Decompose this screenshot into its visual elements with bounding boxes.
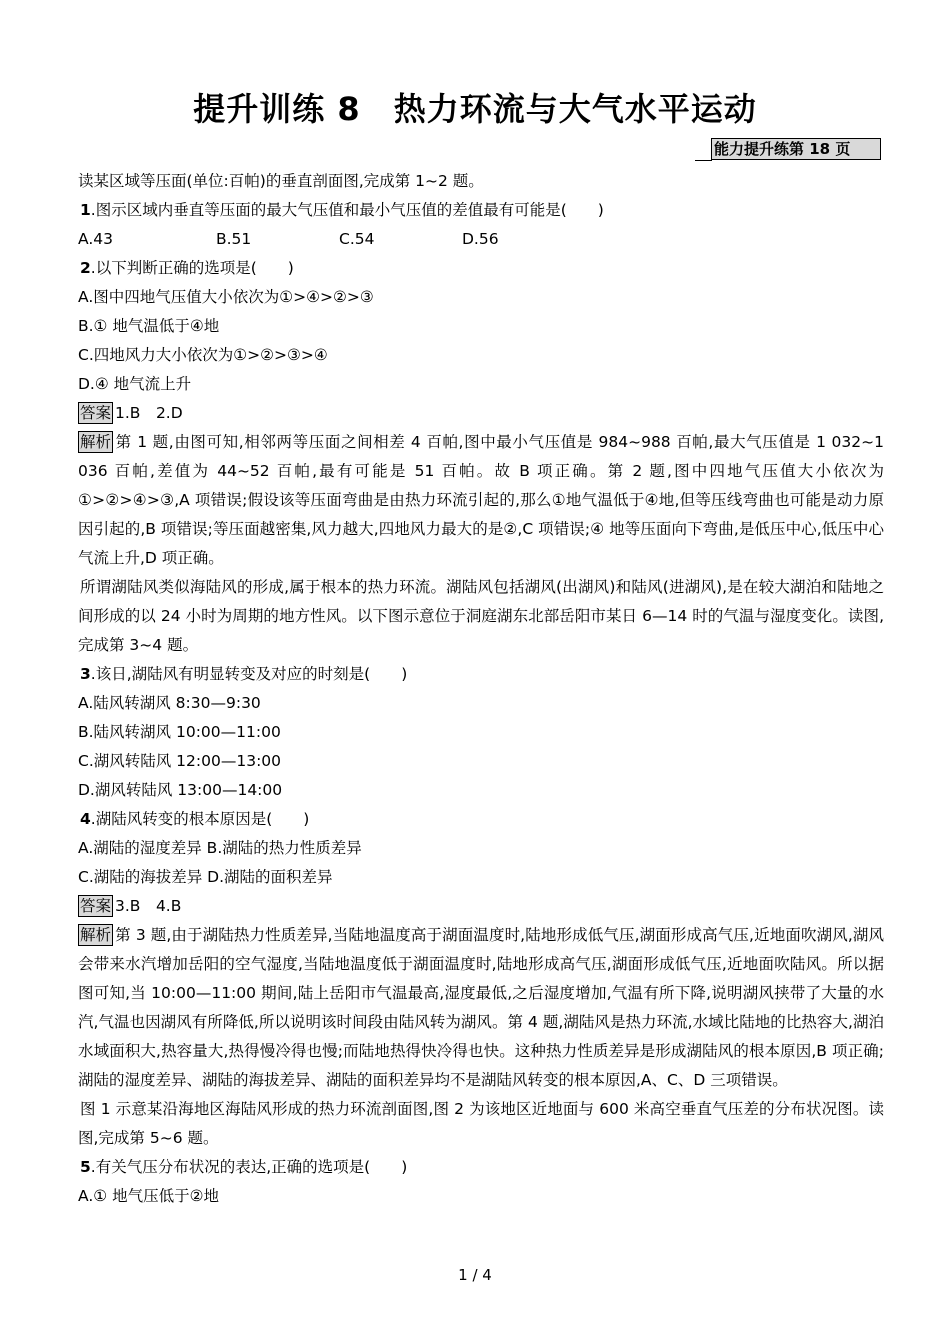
question-stem: .湖陆风转变的根本原因是( ) [90,810,310,828]
question-stem: .有关气压分布状况的表达,正确的选项是( ) [90,1158,408,1176]
question-stem: .该日,湖陆风有明显转变及对应的时刻是( ) [90,665,408,683]
option-a: A.① 地气压低于②地 [78,1187,219,1205]
question-3 [78,660,884,689]
option-d: D.④ 地气流上升 [78,375,192,393]
explanation-label: 解析 [80,433,112,451]
question-number: 4 [80,810,91,828]
page-box-rule [695,160,712,161]
answer-text: 1.B 2.D [115,404,183,422]
option-b: B.51 [216,230,252,248]
explanation-text: 第 1 题,由图可知,相邻两等压面之间相差 4 百帕,图中最小气压值是 984~988 百帕,最大气压值是 1 032~1 036 百帕,差值为 44~52 百帕,最有可能是 51 百帕。故 B 项正确。第 2 题,图中四地气压值大小依次为①>②>④>③,A 项错误;假设该等压面弯曲是由热力环流引起的,那么①地气温低于④地,但等压线弯曲也可能是动力原因引起的,B 项错误;等压面越密集,风力越大,四地风力最大的是②,C 项错误;④ 地等压面向下弯曲,是低压中心,低压中心气流上升,D 项正确。 [78,433,884,567]
answer-3-4 [78,892,884,921]
option-a: A.43 [78,230,113,248]
option-a: A.图中四地气压值大小依次为①>④>②>③ [78,288,374,306]
option-c: C.湖风转陆风 12:00—13:00 [78,752,282,770]
options-row-1: A.湖陆的湿度差异 B.湖陆的热力性质差异 [78,839,362,857]
page-reference-box: 能力提升练第 18 页 [711,138,881,160]
question-stem: .图示区域内垂直等压面的最大气压值和最小气压值的差值最有可能是( ) [90,201,604,219]
answer-1-2 [78,399,884,428]
question-number: 3 [80,665,91,683]
question-4 [78,805,884,834]
question-stem: .以下判断正确的选项是( ) [90,259,294,277]
option-d: D.湖风转陆风 13:00—14:00 [78,781,283,799]
explanation-3-4 [78,921,884,1095]
question-1 [78,196,884,225]
document-body [78,167,884,1211]
intro-paragraph-1: 读某区域等压面(单位:百帕)的垂直剖面图,完成第 1~2 题。 [78,172,484,190]
question-number: 2 [80,259,91,277]
option-b: B.① 地气温低于④地 [78,317,220,335]
intro-paragraph-2: 所谓湖陆风类似海陆风的形成,属于根本的热力环流。湖陆风包括湖风(出湖风)和陆风(进湖风),是在较大湖泊和陆地之间形成的以 24 小时为周期的地方性风。以下图示意位于洞庭湖东北部岳阳市某日 6—14 时的气温与湿度变化。读图,完成第 3~4 题。 [78,578,884,654]
answer-label: 答案 [80,897,112,915]
explanation-text: 第 3 题,由于湖陆热力性质差异,当陆地温度高于湖面温度时,陆地形成低气压,湖面形成高气压,近地面吹湖风,湖风会带来水汽增加岳阳的空气湿度,当陆地温度低于湖面温度时,陆地形成高气压,湖面形成低气压,近地面吹陆风。所以据图可知,当 10:00—11:00 期间,陆上岳阳市气温最高,湿度最低,之后湿度增加,气温有所下降,说明湖风挟带了大量的水汽,气温也因湖风有所降低,所以说明该时间段由陆风转为湖风。第 4 题,湖陆风是热力环流,水域比陆地的比热容大,湖泊水域面积大,热容量大,热得慢冷得也慢;而陆地热得快冷得也快。这种热力性质差异是形成湖陆风的根本原因,B 项正确;湖陆的湿度差异、湖陆的海拔差异、湖陆的面积差异均不是湖陆风转变的根本原因,A、C、D 三项错误。 [78,926,884,1089]
option-c: C.四地风力大小依次为①>②>③>④ [78,346,328,364]
question-5 [78,1153,884,1182]
option-c: C.54 [339,230,375,248]
question-number: 1 [80,201,91,219]
option-b: B.陆风转湖风 10:00—11:00 [78,723,281,741]
explanation-1-2 [78,428,884,573]
page-title: 提升训练 8 热力环流与大气水平运动 [193,90,757,128]
option-d: D.56 [462,230,499,248]
options-row-2: C.湖陆的海拔差异 D.湖陆的面积差异 [78,868,333,886]
answer-text: 3.B 4.B [115,897,182,915]
question-1-options [78,225,884,254]
question-number: 5 [80,1158,91,1176]
option-a: A.陆风转湖风 8:30—9:30 [78,694,261,712]
answer-label: 答案 [80,404,112,422]
explanation-label: 解析 [80,926,112,944]
intro-paragraph-3: 图 1 示意某沿海地区海陆风形成的热力环流剖面图,图 2 为该地区近地面与 600 米高空垂直气压差的分布状况图。读图,完成第 5~6 题。 [78,1100,884,1147]
page-number: 1 / 4 [458,1266,492,1284]
question-2 [78,254,884,283]
